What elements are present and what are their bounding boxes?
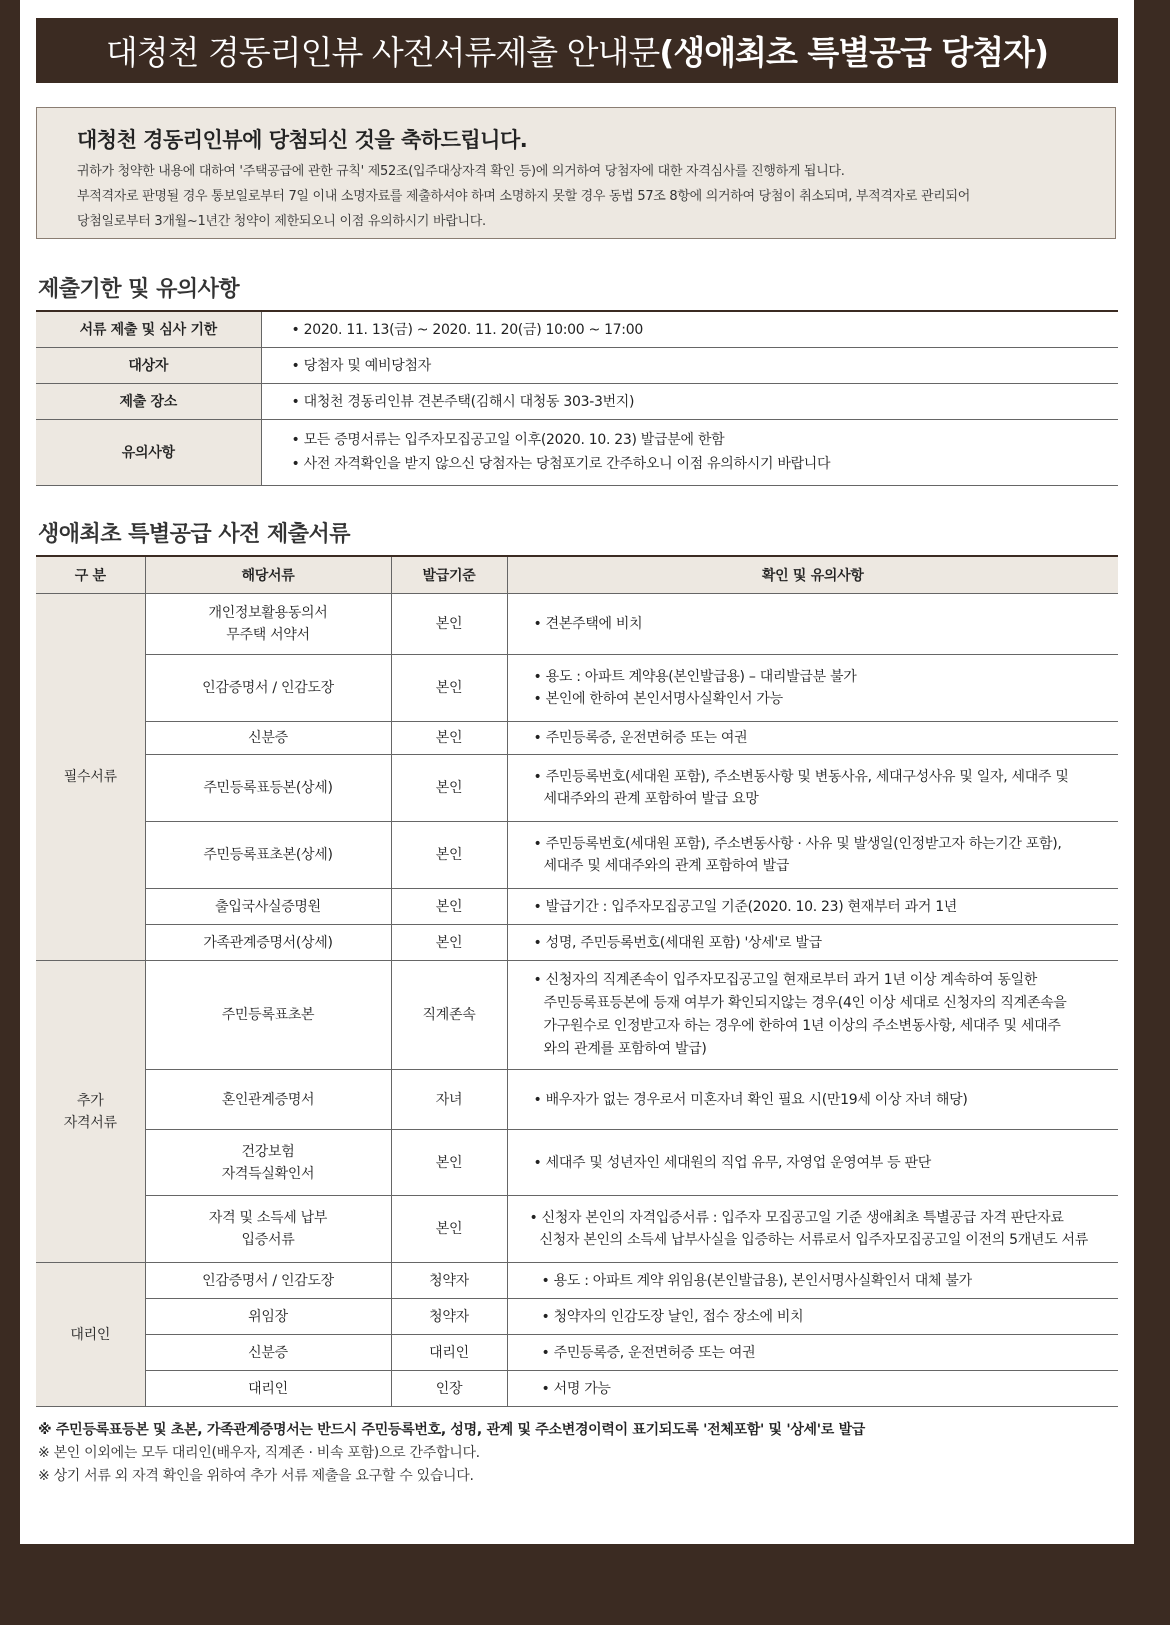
footnote: ※ 상기 서류 외 자격 확인을 위하여 추가 서류 제출을 요구할 수 있습니다. bbox=[38, 1468, 474, 1484]
basis-cell: 자녀 bbox=[391, 1070, 507, 1130]
basis-cell: 본인 bbox=[391, 1196, 507, 1263]
note-line: • 청약자의 인감도장 날인, 접수 장소에 비치 bbox=[541, 1308, 804, 1325]
table-row bbox=[36, 655, 1118, 722]
table-row bbox=[36, 383, 1118, 419]
table-row bbox=[36, 311, 1118, 347]
doc-cell: 주민등록표초본 bbox=[145, 961, 391, 1070]
basis-cell: 본인 bbox=[391, 655, 507, 722]
note-cell bbox=[507, 722, 1118, 755]
doc-cell: 혼인관계증명서 bbox=[145, 1070, 391, 1130]
table-row bbox=[36, 822, 1118, 889]
doc-name: 입증서류 bbox=[241, 1232, 295, 1248]
note-line: • 모든 증명서류는 입주자모집공고일 이후(2020. 10. 23) 발급분에 한함 bbox=[291, 432, 725, 448]
doc-cell: 신분증 bbox=[145, 722, 391, 755]
table-row bbox=[36, 755, 1118, 822]
doc-name: 자격 및 소득세 납부 bbox=[208, 1210, 328, 1226]
note-cell bbox=[507, 1371, 1118, 1407]
note-cell bbox=[507, 925, 1118, 961]
doc-cell: 인감증명서 / 인감도장 bbox=[145, 1263, 391, 1299]
note-cell bbox=[507, 1299, 1118, 1335]
table-row bbox=[36, 1299, 1118, 1335]
row-label: 유의사항 bbox=[36, 419, 261, 485]
row-label: 제출 장소 bbox=[36, 383, 261, 419]
row-label: 서류 제출 및 심사 기한 bbox=[36, 311, 261, 347]
note-line: • 세대주 및 성년자인 세대원의 직업 유무, 자영업 운영여부 등 판단 bbox=[533, 1154, 931, 1171]
page bbox=[20, 0, 1134, 1544]
note-line: • 본인에 한하여 본인서명사실확인서 가능 bbox=[533, 691, 783, 707]
table-row bbox=[36, 419, 1118, 485]
doc-cell: 가족관계증명서(상세) bbox=[145, 925, 391, 961]
group-label bbox=[36, 961, 145, 1263]
note-line: • 서명 가능 bbox=[541, 1380, 611, 1397]
note-line: • 발급기간 : 입주자모집공고일 기준(2020. 10. 23) 현재부터 과거 1년 bbox=[533, 898, 958, 915]
notice-line: 부적격자로 판명될 경우 통보일로부터 7일 이내 소명자료를 제출하셔야 하며 소명하지 못할 경우 동법 57조 8항에 의거하여 당첨이 취소되며, 부적격자로 관리되어 bbox=[77, 189, 971, 204]
group-label: 필수서류 bbox=[36, 594, 145, 961]
note-line: 와의 관계를 포함하여 발급) bbox=[543, 1041, 707, 1057]
group-label: 대리인 bbox=[36, 1263, 145, 1407]
title-bold: (생애최초 특별공급 당첨자) bbox=[659, 33, 1049, 72]
column-header: 발급기준 bbox=[391, 556, 507, 594]
note-line: • 주민등록번호(세대원 포함), 주소변동사항 및 변동사유, 세대구성사유 및 일자, 세대주 및 bbox=[533, 769, 1069, 785]
doc-name: 자격득실확인서 bbox=[221, 1165, 315, 1182]
note-line: 신청자 본인의 소득세 납부사실을 입증하는 서류로서 입주자모집공고일 이전의 5개년도 서류 bbox=[539, 1232, 1088, 1248]
doc-cell: 주민등록표등본(상세) bbox=[145, 755, 391, 822]
table-row bbox=[36, 889, 1118, 925]
row-value: • 2020. 11. 13(금) ~ 2020. 11. 20(금) 10:00 ~ 17:00 bbox=[261, 311, 1118, 347]
notice-line: 귀하가 청약한 내용에 대하여 '주택공급에 관한 규칙' 제52조(입주대상자격 확인 등)에 의거하여 당첨자에 대한 자격심사를 진행하게 됩니다. bbox=[77, 164, 845, 179]
note-cell bbox=[507, 594, 1118, 655]
title-normal: 대청천 경동리인뷰 사전서류제출 안내문 bbox=[105, 33, 660, 72]
group-label-line: 추가 bbox=[77, 1092, 104, 1109]
note-line: • 용도 : 아파트 계약용(본인발급용) – 대리발급분 불가 bbox=[533, 669, 857, 685]
table-row bbox=[36, 722, 1118, 755]
note-cell bbox=[507, 1196, 1118, 1263]
note-line: • 주민등록증, 운전면허증 또는 여권 bbox=[541, 1344, 756, 1361]
doc-cell: 주민등록표초본(상세) bbox=[145, 822, 391, 889]
doc-cell bbox=[145, 594, 391, 655]
note-cell bbox=[507, 1130, 1118, 1196]
table-row bbox=[36, 925, 1118, 961]
table-row bbox=[36, 1130, 1118, 1196]
table-row bbox=[36, 1070, 1118, 1130]
basis-cell: 직계존속 bbox=[391, 961, 507, 1070]
basis-cell: 본인 bbox=[391, 755, 507, 822]
basis-cell: 본인 bbox=[391, 822, 507, 889]
doc-name: 개인정보활용동의서 bbox=[208, 605, 328, 621]
basis-cell: 본인 bbox=[391, 889, 507, 925]
notice-line: 당첨일로부터 3개월~1년간 청약이 제한되오니 이점 유의하시기 바랍니다. bbox=[77, 214, 486, 229]
note-line: • 성명, 주민등록번호(세대원 포함) '상세'로 발급 bbox=[533, 934, 822, 951]
doc-cell bbox=[145, 1196, 391, 1263]
basis-cell: 본인 bbox=[391, 1130, 507, 1196]
table-row bbox=[36, 594, 1118, 655]
note-line: 주민등록표등본에 등재 여부가 확인되지않는 경우(4인 이상 세대로 신청자의 직계존속을 bbox=[543, 995, 1067, 1011]
column-header: 해당서류 bbox=[145, 556, 391, 594]
basis-cell: 대리인 bbox=[391, 1335, 507, 1371]
congratulations-notice bbox=[36, 107, 1116, 239]
note-cell bbox=[507, 822, 1118, 889]
note-line: • 주민등록증, 운전면허증 또는 여권 bbox=[533, 730, 748, 746]
basis-cell: 본인 bbox=[391, 925, 507, 961]
doc-cell: 위임장 bbox=[145, 1299, 391, 1335]
note-cell bbox=[507, 889, 1118, 925]
doc-cell: 인감증명서 / 인감도장 bbox=[145, 655, 391, 722]
basis-cell: 인장 bbox=[391, 1371, 507, 1407]
deadline-table bbox=[36, 310, 1118, 486]
note-cell bbox=[507, 1070, 1118, 1130]
footnote: ※ 주민등록표등본 및 초본, 가족관계증명서는 반드시 주민등록번호, 성명, 관계 및 주소변경이력이 표기되도록 '전체포함' 및 '상세'로 발급 bbox=[38, 1422, 866, 1438]
row-label: 대상자 bbox=[36, 347, 261, 383]
doc-cell bbox=[145, 1130, 391, 1196]
table-header-row bbox=[36, 556, 1118, 594]
note-line: • 신청자의 직계존속이 입주자모집공고일 현재로부터 과거 1년 이상 계속하여 동일한 bbox=[533, 972, 1038, 988]
footnotes bbox=[38, 1419, 865, 1488]
doc-name: 건강보험 bbox=[241, 1143, 295, 1160]
table-row bbox=[36, 1335, 1118, 1371]
column-header: 확인 및 유의사항 bbox=[507, 556, 1118, 594]
table-row bbox=[36, 347, 1118, 383]
table-row bbox=[36, 1196, 1118, 1263]
documents-table bbox=[36, 555, 1118, 1407]
note-cell bbox=[507, 1263, 1118, 1299]
note-line: 세대주와의 관계 포함하여 발급 요망 bbox=[543, 791, 759, 807]
basis-cell: 본인 bbox=[391, 722, 507, 755]
notice-heading: 대청천 경동리인뷰에 당첨되신 것을 축하드립니다. bbox=[77, 128, 528, 152]
basis-cell: 청약자 bbox=[391, 1299, 507, 1335]
basis-cell: 본인 bbox=[391, 594, 507, 655]
note-line: • 신청자 본인의 자격입증서류 : 입주자 모집공고일 기준 생애최초 특별공급 자격 판단자료 bbox=[529, 1210, 1064, 1226]
note-cell bbox=[507, 1335, 1118, 1371]
row-value: • 대청천 경동리인뷰 견본주택(김해시 대청동 303-3번지) bbox=[261, 383, 1118, 419]
note-cell bbox=[507, 755, 1118, 822]
note-line: • 배우자가 없는 경우로서 미혼자녀 확인 필요 시(만19세 이상 자녀 해당) bbox=[533, 1091, 968, 1108]
note-line: 가구원수로 인정받고자 하는 경우에 한하여 1년 이상의 주소변동사항, 세대주 및 세대주 bbox=[543, 1018, 1061, 1034]
note-line: • 견본주택에 비치 bbox=[533, 616, 643, 632]
doc-name: 무주택 서약서 bbox=[226, 627, 310, 643]
row-value: • 당첨자 및 예비당첨자 bbox=[261, 347, 1118, 383]
row-value bbox=[261, 419, 1118, 485]
note-line: 세대주 및 세대주와의 관계 포함하여 발급 bbox=[543, 858, 790, 874]
docs-section-title: 생애최초 특별공급 사전 제출서류 bbox=[38, 522, 351, 547]
note-cell bbox=[507, 655, 1118, 722]
table-row bbox=[36, 1263, 1118, 1299]
column-header: 구 분 bbox=[36, 556, 145, 594]
doc-cell: 출입국사실증명원 bbox=[145, 889, 391, 925]
doc-cell: 신분증 bbox=[145, 1335, 391, 1371]
deadline-section-title: 제출기한 및 유의사항 bbox=[38, 277, 240, 302]
note-line: • 주민등록번호(세대원 포함), 주소변동사항 · 사유 및 발생일(인정받고자 하는기간 포함), bbox=[533, 836, 1062, 852]
group-label-line: 자격서류 bbox=[63, 1114, 117, 1131]
note-line: • 용도 : 아파트 계약 위임용(본인발급용), 본인서명사실확인서 대체 불가 bbox=[541, 1272, 972, 1289]
doc-cell: 대리인 bbox=[145, 1371, 391, 1407]
title-bar bbox=[36, 18, 1118, 83]
note-cell bbox=[507, 961, 1118, 1070]
table-row bbox=[36, 1371, 1118, 1407]
note-line: • 사전 자격확인을 받지 않으신 당첨자는 당첨포기로 간주하오니 이점 유의하시기 바랍니다 bbox=[291, 456, 831, 472]
basis-cell: 청약자 bbox=[391, 1263, 507, 1299]
footnote: ※ 본인 이외에는 모두 대리인(배우자, 직계존 · 비속 포함)으로 간주합니다. bbox=[38, 1445, 480, 1461]
table-row bbox=[36, 961, 1118, 1070]
